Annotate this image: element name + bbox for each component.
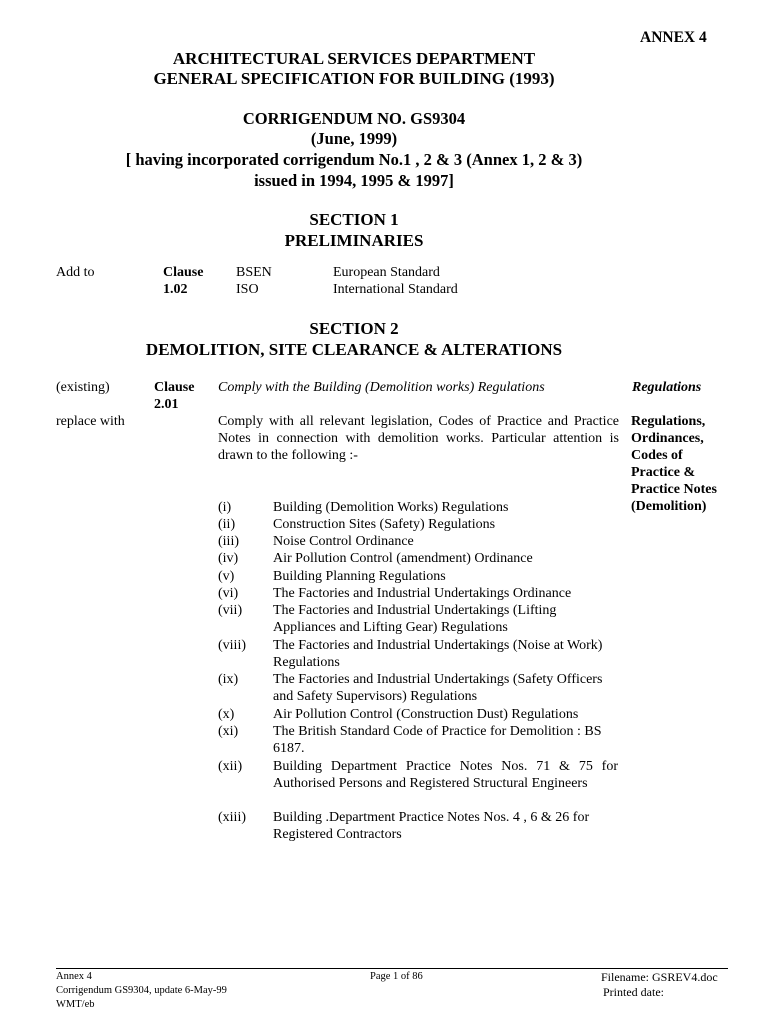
list-item-text: Building (Demolition Works) Regulations [273,500,509,515]
footer-update: Corrigendum GS9304, update 6-May-99 [56,985,227,996]
list-item-text: Building Planning Regulations [273,569,446,584]
corrigendum-date: (June, 1999) [310,129,398,148]
margin-note-2: Ordinances, [631,431,704,446]
list-item-number: (x) [218,707,235,722]
incorporated-line-2: issued in 1994, 1995 & 1997] [254,171,454,190]
section2-clause-number: 2.01 [154,397,179,412]
section1-title: PRELIMINARIES [284,231,424,250]
footer-page-number: Page 1 of 86 [370,971,423,982]
margin-note-4: Practice & [631,465,696,480]
footer-divider [56,968,728,969]
existing-margin-note: Regulations [632,380,702,395]
list-item-text: Air Pollution Control (Construction Dust) Regulations [273,707,579,722]
list-item-number: (i) [218,500,232,515]
list-item-text: The Factories and Industrial Undertakings (Noise at Work) Regulations [273,638,603,670]
list-item-number: (xi) [218,724,239,739]
incorporated-line-1: [ having incorporated corrigendum No.1 , 2 & 3 (Annex 1, 2 & 3) [125,150,583,169]
list-item-number: (ii) [218,517,236,532]
list-item-number: (iv) [218,551,239,566]
margin-note-5: Practice Notes [631,482,717,497]
list-item-text: Building Department Practice Notes Nos. 71 & 75 for Authorised Persons and Registered Structural Engineers [273,759,618,791]
abbr-iso: ISO [236,282,259,297]
list-item-number: (vi) [218,586,239,601]
spec-title: GENERAL SPECIFICATION FOR BUILDING (1993) [153,69,555,88]
annex-label: ANNEX 4 [640,29,707,46]
replace-text: Comply with all relevant legislation, Codes of Practice and Practice Notes in connection with demolition works. Particular attention is drawn to the following :- [218,414,619,463]
list-item-text: The Factories and Industrial Undertakings (Lifting Appliances and Lifting Gear) Regulations [273,603,557,635]
list-item-number: (vii) [218,603,243,618]
section1-action: Add to [56,265,95,280]
list-item-number: (ix) [218,672,239,687]
list-item-text: The Factories and Industrial Undertakings Ordinance [273,586,572,601]
abbr-iso-meaning: International Standard [333,282,458,297]
section1-clause-number: 1.02 [163,282,188,297]
list-item-number: (viii) [218,638,246,653]
list-item-text: The Factories and Industrial Undertakings (Safety Officers and Safety Supervisors) Regulations [273,672,603,704]
list-item-text: The British Standard Code of Practice for Demolition : BS 6187. [273,724,602,756]
list-item-text: Noise Control Ordinance [273,534,414,549]
existing-label: (existing) [56,380,110,395]
section1-clause-label: Clause [163,265,204,280]
footer-annex: Annex 4 [56,971,92,982]
abbr-bsen-meaning: European Standard [333,265,440,280]
margin-note-3: Codes of [631,448,683,463]
list-item-text: Building .Department Practice Notes Nos. 4 , 6 & 26 for Registered Contractors [273,810,590,842]
corrigendum-number: CORRIGENDUM NO. GS9304 [242,109,466,128]
section2-clause-label: Clause [154,380,195,395]
existing-text: Comply with the Building (Demolition works) Regulations [218,380,545,395]
list-item-number: (xii) [218,759,243,774]
list-item-number: (xiii) [218,810,246,825]
list-item-text: Air Pollution Control (amendment) Ordinance [273,551,533,566]
margin-note-6: (Demolition) [631,499,707,514]
section2-number: SECTION 2 [309,319,399,338]
footer-filename: Filename: GSREV4.doc [601,970,718,984]
margin-note-1: Regulations, [631,414,706,429]
replace-label: replace with [56,414,125,429]
section1-number: SECTION 1 [309,210,399,229]
section2-title: DEMOLITION, SITE CLEARANCE & ALTERATIONS [145,340,563,359]
list-item-number: (iii) [218,534,239,549]
list-item-text: Construction Sites (Safety) Regulations [273,517,496,532]
footer-initials: WMT/eb [56,999,95,1010]
department-title: ARCHITECTURAL SERVICES DEPARTMENT [172,49,536,68]
abbr-bsen: BSEN [236,265,272,280]
list-item-number: (v) [218,569,235,584]
footer-printed-date: Printed date: [603,985,664,999]
